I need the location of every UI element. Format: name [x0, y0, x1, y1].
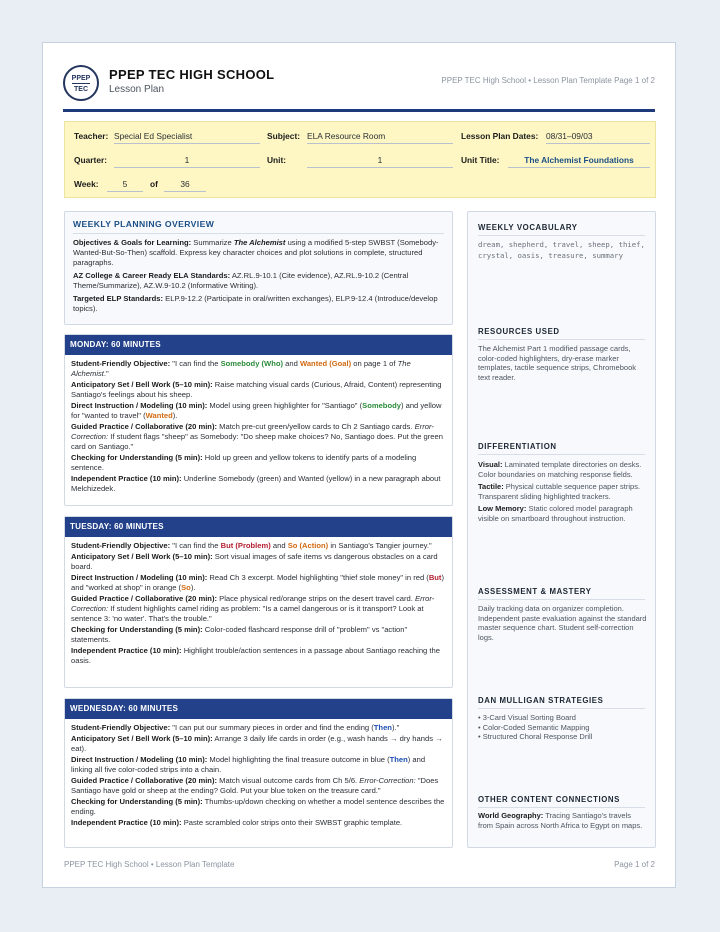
dates-field[interactable]: 08/31–09/03 [546, 131, 650, 144]
footer-left: PPEP TEC High School • Lesson Plan Template [64, 860, 235, 869]
vocab-list: dream, shepherd, travel, sheep, thief, crystal, oasis, treasure, summary [478, 240, 645, 260]
unit-field[interactable]: 1 [307, 155, 453, 168]
diff-visual: Visual: Laminated template directories on desks. Color boundaries on matching response fields. [478, 460, 642, 479]
unit-title-label: Unit Title: [461, 155, 500, 165]
vocab-title: WEEKLY VOCABULARY [478, 223, 578, 232]
overview-title: WEEKLY PLANNING OVERVIEW [73, 219, 215, 229]
page-header [63, 65, 655, 110]
dates-label: Lesson Plan Dates: [461, 131, 539, 141]
teacher-label: Teacher: [74, 131, 109, 141]
week-field[interactable]: 5 [107, 179, 143, 192]
lesson-info-box [64, 121, 656, 198]
logo-divider [72, 83, 90, 84]
logo-text-top: PPEP [71, 75, 91, 82]
monday-direct-instruction: Direct Instruction / Modeling (10 min): Model using green highlighter for "Santiago" (Somebody) and yellow for "wanted to travel" (Wanted). [71, 401, 442, 420]
assessment-title: ASSESSMENT & MASTERY [478, 587, 592, 596]
logo-text-bottom: TEC [74, 86, 88, 93]
tuesday-objective: Student-Friendly Objective: "I can find the But (Problem) and So (Action) in Santiago's Tangier journey." [71, 541, 432, 550]
connections-divider [478, 807, 645, 808]
overview-divider [73, 233, 444, 234]
subject-label: Subject: [267, 131, 301, 141]
tuesday-card [64, 516, 453, 688]
teacher-field[interactable]: Special Ed Specialist [114, 131, 260, 144]
tuesday-guided-practice: Guided Practice / Collaborative (20 min): Place physical red/orange strips on the desert travel card. Error-Correction: If student highlights camel riding as problem: "Is a camel dangerous or is it transport? Look at sentence 3: 'no water'. That's the trouble." [71, 594, 435, 623]
tuesday-direct-instruction: Direct Instruction / Modeling (10 min): Read Ch 3 excerpt. Model highlighting "thief stole money" in red (But) and "worked at shop" in orange (So). [71, 573, 444, 592]
diff-low-memory: Low Memory: Static colored model paragraph visible on smartboard throughout instruction. [478, 504, 633, 523]
monday-anticipatory: Anticipatory Set / Bell Work (5–10 min): Raise matching visual cards (Curious, Afraid, Content) representing Santiago's feelings about his sheep. [71, 380, 442, 399]
monday-card [64, 334, 453, 506]
resources-text: The Alchemist Part 1 modified passage cards, color-coded highlighters, dry-erase marker templates, tactile sequence strips, Chromebook text reader. [478, 344, 636, 382]
overview-standards: AZ College & Career Ready ELA Standards: AZ.RL.9-10.1 (Cite evidence), AZ.RL.9-10.2 (Central Theme/Summarize), AZ.W.9-10.2 (Informative Writing). [73, 271, 409, 290]
wednesday-check: Checking for Understanding (5 min): Thumbs-up/down checking on whether a model sentence describes the ending. [71, 797, 445, 816]
connections-text: World Geography: Tracing Santiago's travels from Spain across North Africa to Egypt on maps. [478, 811, 643, 830]
tuesday-check: Checking for Understanding (5 min): Color-coded flashcard response drill of "problem" vs "action" statements. [71, 625, 408, 644]
monday-header: MONDAY: 60 MINUTES [65, 335, 452, 355]
tuesday-independent: Independent Practice (10 min): Highlight trouble/action sentences in a passage about Santiago reaching the oasis. [71, 646, 440, 665]
lesson-plan-page [42, 42, 676, 888]
wednesday-independent: Independent Practice (10 min): Paste scrambled color strips onto their SWBST graphic template. [71, 818, 403, 827]
monday-guided-practice: Guided Practice / Collaborative (20 min): Match pre-cut green/yellow cards to Ch 2 Santiago cards. Error-Correction: If student flags "sheep" as Somebody: "Do sheep make choices? No, Santiago does. Put the green card on Santiago." [71, 422, 443, 451]
list-item: • Color-Coded Semantic Mapping [478, 722, 590, 732]
unit-label: Unit: [267, 155, 287, 165]
week-label: Week: [74, 179, 99, 189]
wednesday-anticipatory: Anticipatory Set / Bell Work (5–10 min): Arrange 3 daily life cards in order (e.g., wash hands → dry hands → eat). [71, 734, 443, 753]
wednesday-objective: Student-Friendly Objective: "I can put our summary pieces in order and find the ending (Then)." [71, 723, 400, 732]
tuesday-header: TUESDAY: 60 MINUTES [65, 517, 452, 537]
week-total-field[interactable]: 36 [164, 179, 206, 192]
resources-title: RESOURCES USED [478, 327, 560, 336]
wednesday-direct-instruction: Direct Instruction / Modeling (10 min): Model highlighting the final treasure outcome in blue (Then) and linking all five color-coded strips into a chain. [71, 755, 426, 774]
wednesday-card [64, 698, 453, 848]
list-item: • Structured Choral Response Drill [478, 732, 593, 742]
wednesday-header: WEDNESDAY: 60 MINUTES [65, 699, 452, 719]
differentiation-divider [478, 454, 645, 455]
header-page-info: PPEP TEC High School • Lesson Plan Template Page 1 of 2 [441, 76, 655, 85]
week-of-label: of [150, 179, 158, 189]
quarter-field[interactable]: 1 [114, 155, 260, 168]
school-name: PPEP TEC HIGH SCHOOL [109, 67, 275, 82]
assessment-divider [478, 599, 645, 600]
differentiation-text [478, 460, 647, 527]
document-subtitle: Lesson Plan [109, 84, 165, 95]
dm-strategies-divider [478, 708, 645, 709]
monday-check: Checking for Understanding (5 min): Hold up green and yellow tokens to identify parts of a modeling sentence. [71, 453, 417, 472]
overview-elp: Targeted ELP Standards: ELP.9-12.2 (Participate in oral/written exchanges), ELP.9-12.4 (Introduce/develop topics). [73, 294, 438, 313]
header-rule [63, 109, 655, 112]
weekly-overview-card [64, 211, 453, 325]
dm-strategies-title: DAN MULLIGAN STRATEGIES [478, 696, 604, 705]
assessment-text: Daily tracking data on organizer completion. Independent paste evaluation against the standard master sequence chart. Student self-correction logs. [478, 604, 647, 642]
footer-page-number: Page 1 of 2 [614, 860, 655, 869]
overview-objectives: Objectives & Goals for Learning: Summarize The Alchemist using a modified 5-step SWBST (Somebody-Wanted-But-So-Then) scaffold. Express key character choices and plot solutions in complete, structured paragraphs. [73, 238, 439, 267]
resources-divider [478, 339, 645, 340]
differentiation-title: DIFFERENTIATION [478, 442, 557, 451]
list-item: • 3-Card Visual Sorting Board [478, 713, 576, 722]
dm-strategies-list [478, 713, 647, 742]
monday-objective: Student-Friendly Objective: "I can find the Somebody (Who) and Wanted (Goal) on page 1 of The Alchemist." [71, 359, 411, 378]
tuesday-anticipatory: Anticipatory Set / Bell Work (5–10 min): Sort visual images of safe items vs dangerous obstacles on a card board. [71, 552, 438, 571]
wednesday-guided-practice: Guided Practice / Collaborative (20 min): Match visual outcome cards from Ch 5/6. Error-Correction: "Does Santiago have gold or sheep at the ending? Gold. Put your blue token on the treasure card." [71, 776, 439, 795]
monday-independent: Independent Practice (10 min): Underline Somebody (green) and Wanted (yellow) in a new paragraph about Melchizedek. [71, 474, 441, 493]
subject-field[interactable]: ELA Resource Room [307, 131, 453, 144]
unit-title-field[interactable]: The Alchemist Foundations [508, 155, 650, 168]
vocab-divider [478, 235, 645, 236]
diff-tactile: Tactile: Physical cuttable sequence paper strips. Transparent sliding highlighted trackers. [478, 482, 641, 501]
quarter-label: Quarter: [74, 155, 108, 165]
connections-title: OTHER CONTENT CONNECTIONS [478, 795, 620, 804]
sidebar-panel [467, 211, 656, 848]
school-logo [63, 65, 99, 101]
